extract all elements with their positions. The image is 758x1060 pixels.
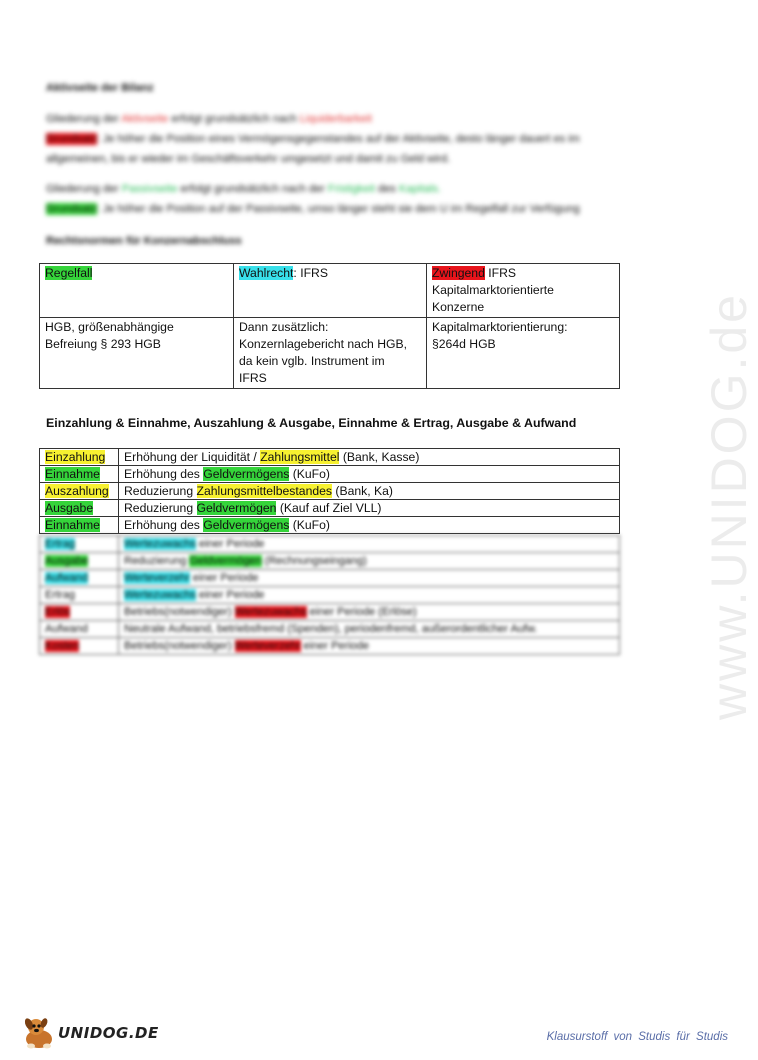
table-row [40, 621, 620, 638]
definition-text: (KuFo) [289, 518, 330, 532]
table-cell [119, 517, 620, 534]
highlighted-term: Wertezuwachs [124, 589, 196, 601]
term-label: Einnahme [45, 467, 100, 481]
term-label: Erlös [45, 606, 71, 618]
footer-tagline: Klausurstoff von Studis für Studis [546, 1031, 728, 1043]
table-cell [40, 553, 119, 570]
definitions-table [39, 448, 620, 534]
term-label: Einnahme [45, 518, 100, 532]
text: Gliederung der [46, 113, 122, 125]
watermark: www.UNIDOG.de [701, 292, 757, 720]
text: §264d HGB [432, 337, 496, 351]
term-label: Ausgabe [45, 501, 94, 515]
table-cell [427, 318, 620, 389]
definition-text: einer Periode (Erlöse) [306, 606, 417, 618]
table-cell [40, 587, 119, 604]
text: : Je höher die Position eines Vermögensgegenstandes auf der Aktivseite, desto länger dauert es im [96, 133, 580, 145]
table-row [40, 466, 620, 483]
definition-text: einer Periode [189, 572, 259, 584]
table-cell [40, 638, 119, 655]
highlighted-term: Werteverzehr [234, 640, 301, 652]
table-cell [40, 318, 234, 389]
term-label: Auszahlung [45, 484, 109, 498]
tag-grundsatz: Grundsatz [46, 133, 97, 145]
table-cell [40, 449, 119, 466]
term-label: Aufwand [45, 572, 88, 584]
table-cell [119, 638, 620, 655]
section-heading-aktivseite: Aktivseite der Bilanz [46, 82, 154, 94]
table-cell [40, 264, 234, 318]
blurred-preview-section [46, 78, 666, 262]
table-row [40, 318, 620, 389]
keyword-aktivseite: Aktivseite [121, 113, 169, 125]
highlighted-term: Geldvermögens [203, 518, 290, 532]
table-row [40, 264, 620, 318]
text: Konzerne [432, 300, 485, 314]
term-label: Einzahlung [45, 450, 106, 464]
text: Dann zusätzlich: [239, 320, 329, 334]
definition-text: (KuFo) [289, 467, 330, 481]
table-cell [40, 621, 119, 638]
table-cell [119, 483, 620, 500]
text: des [374, 183, 399, 195]
definition-text: Neutrale Aufwand, betriebsfremd (Spenden), periodenfremd, außerordentlicher Aufw. [124, 623, 538, 635]
table-cell [40, 483, 119, 500]
text: allgemeinen, bis er wieder im Geschäftsverkehr umgesetzt und damit zu Geld wird. [46, 153, 451, 165]
text: Kapitalmarktorientierung: [432, 320, 568, 334]
highlighted-term: Zahlungsmittelbestandes [196, 484, 332, 498]
keyword-liquiditaet: Liquiderbarkeit [299, 113, 372, 125]
highlighted-term: Wertezuwachs [124, 538, 196, 550]
text: IFRS [484, 266, 517, 280]
definitions-table-blurred [39, 535, 620, 655]
rechtsnormen-table [39, 263, 620, 389]
tag-grundsatz: Grundsatz [46, 203, 97, 215]
highlighted-term: Zahlungsmittel [260, 450, 340, 464]
dog-icon [22, 1016, 58, 1050]
table-row [40, 570, 620, 587]
table-row [40, 587, 620, 604]
definition-text: (Kauf auf Ziel VLL) [276, 501, 382, 515]
table-row [40, 536, 620, 553]
text: IFRS [239, 371, 267, 385]
definition-text: Reduzierung [124, 484, 197, 498]
term-label: Ertrag [45, 538, 75, 550]
text: HGB, größenabhängige [45, 320, 174, 334]
unidog-logo [22, 1016, 159, 1050]
logo-text: UNIDOG.DE [58, 1024, 159, 1042]
highlighted-term: Geldvermögens [203, 467, 290, 481]
term-label: Kosten [45, 640, 80, 652]
definition-text: Reduzierung [124, 555, 190, 567]
definition-text: Erhöhung des [124, 518, 204, 532]
section-title-zahlungsbegriffe: Einzahlung & Einnahme, Auszahlung & Ausgabe, Einnahme & Ertrag, Ausgabe & Aufwand [46, 416, 577, 430]
definition-text: (Bank, Kasse) [339, 450, 420, 464]
table-row [40, 483, 620, 500]
definition-text: Reduzierung [124, 501, 197, 515]
table-row [40, 553, 620, 570]
highlighted-term: Werteverzehr [124, 572, 190, 584]
table-row [40, 604, 620, 621]
table-cell [40, 500, 119, 517]
table-cell [119, 500, 620, 517]
table-cell [119, 449, 620, 466]
table-row [40, 449, 620, 466]
label-regelfall: Regelfall [45, 266, 93, 280]
table-cell [40, 517, 119, 534]
text: erfolgt grundsätzlich nach der [177, 183, 328, 195]
highlighted-term: Wertezuwachs [234, 606, 307, 618]
table-cell [119, 553, 620, 570]
keyword-passivseite: Passivseite [121, 183, 178, 195]
label-zwingend: Zwingend [432, 266, 485, 280]
table-cell [40, 536, 119, 553]
definition-text: Erhöhung des [124, 467, 204, 481]
definition-text: einer Periode [195, 589, 265, 601]
table-cell [119, 536, 620, 553]
text: : IFRS [293, 266, 328, 280]
text: da kein vglb. Instrument im [239, 354, 385, 368]
definition-text: einer Periode [195, 538, 265, 550]
paragraph-aktivseite [46, 109, 666, 169]
label-wahlrecht: Wahlrecht [239, 266, 294, 280]
text: Kapitalmarktorientierte [432, 283, 554, 297]
text: : Je höher die Position auf der Passivseite, umso länger steht sie dem U im Regelfall zur Verfügung [96, 203, 580, 215]
definition-text: einer Periode [300, 640, 369, 652]
table-cell [119, 570, 620, 587]
definitions-table-visible [38, 448, 622, 530]
table-cell [234, 264, 427, 318]
table-cell [119, 587, 620, 604]
text: Gliederung der [46, 183, 122, 195]
table-row [40, 500, 620, 517]
term-label: Ausgabe [45, 555, 89, 567]
table-cell [40, 466, 119, 483]
table-row [40, 517, 620, 534]
text: Konzernlagebericht nach HGB, [239, 337, 408, 351]
definition-text: Betriebs(notwendiger) [124, 606, 235, 618]
table-cell [119, 621, 620, 638]
definition-text: (Rechnungseingang) [261, 555, 367, 567]
text: erfolgt grundsätzlich nach [168, 113, 300, 125]
term-label: Aufwand [45, 623, 88, 635]
table-cell [427, 264, 620, 318]
highlighted-term: Geldvermögen [189, 555, 262, 567]
paragraph-passivseite [46, 179, 666, 219]
highlighted-term: Geldvermögen [196, 501, 277, 515]
definition-text: (Bank, Ka) [332, 484, 393, 498]
table-cell [40, 604, 119, 621]
definition-text: Betriebs(notwendiger) [124, 640, 235, 652]
table-cell [40, 570, 119, 587]
table-cell [234, 318, 427, 389]
table-cell [119, 466, 620, 483]
term-label: Ertrag [45, 589, 75, 601]
keyword-kapital: Kapitals. [398, 183, 442, 195]
definition-text: Erhöhung der Liquidität / [124, 450, 261, 464]
keyword-fristigkeit: Fristigkeit [327, 183, 375, 195]
table-row [40, 638, 620, 655]
section-heading-rechtsnormen: Rechtsnormen für Konzernabschluss [46, 235, 242, 247]
text: Befreiung § 293 HGB [45, 337, 161, 351]
table-cell [119, 604, 620, 621]
